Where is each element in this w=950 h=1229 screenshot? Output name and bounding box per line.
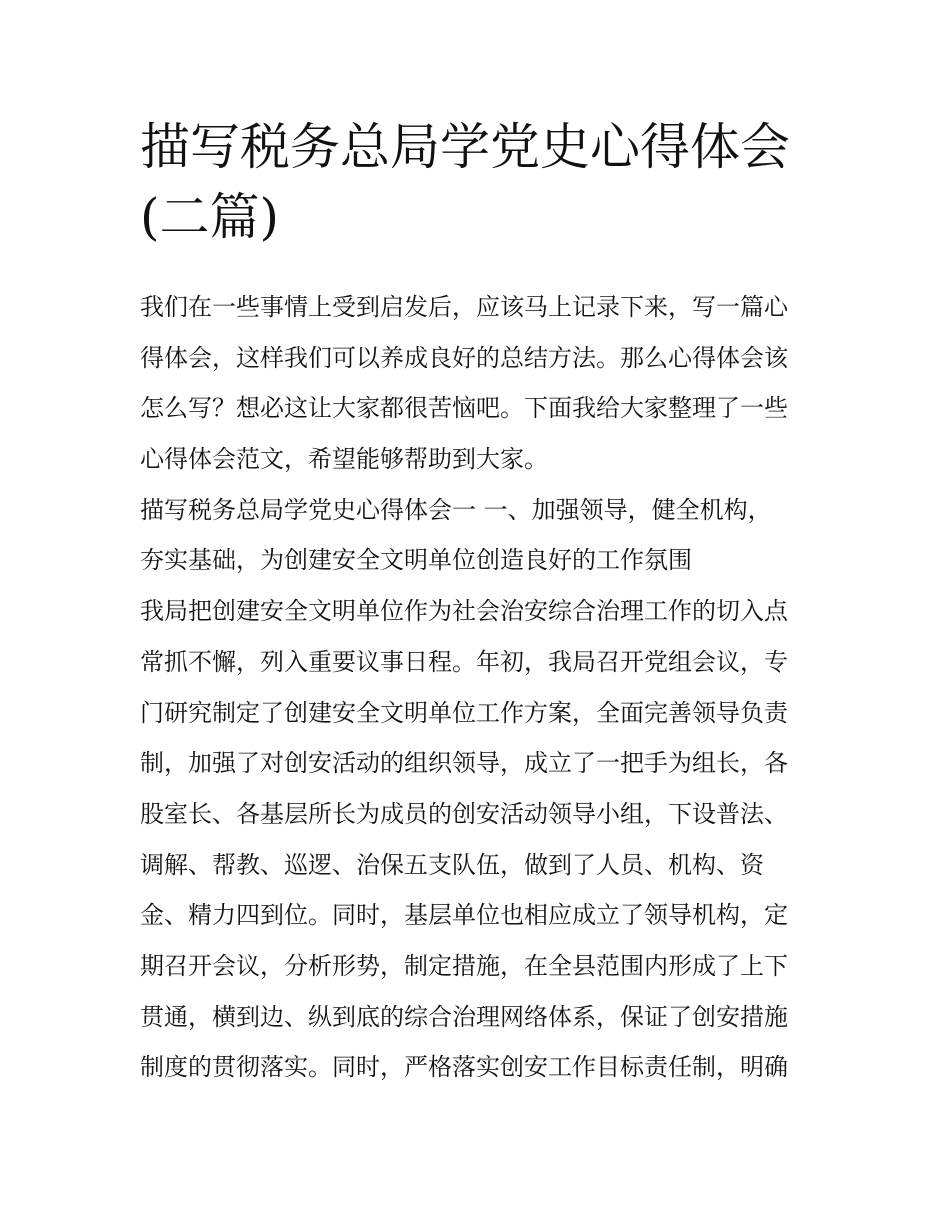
body-line-16: 制度的贯彻落实。同时，严格落实创安工作目标责任制，明确 [140,1053,788,1082]
body-line-14: 期召开会议，分析形势，制定措施，在全县范围内形成了上下 [140,951,788,980]
body-line-8: 常抓不懈，列入重要议事日程。年初，我局召开党组会议，专 [140,647,788,676]
body-line-13: 金、精力四到位。同时，基层单位也相应成立了领导机构，定 [140,901,788,930]
body-line-12: 调解、帮教、巡逻、治保五支队伍，做到了人员、机构、资 [140,850,764,879]
body-line-4: 心得体会范文，希望能够帮助到大家。 [140,445,548,474]
document-body [140,282,820,1093]
document-title [140,112,820,252]
body-line-3: 怎么写？想必这让大家都很苦恼吧。下面我给大家整理了一些 [140,394,788,423]
body-line-1: 我们在一些事情上受到启发后，应该马上记录下来，写一篇心 [140,293,788,321]
body-line-6: 夯实基础，为创建安全文明单位创造良好的工作氛围 [140,546,692,575]
title-line-1: 描写税务总局学党史心得体会 [140,118,790,176]
body-line-5: 描写税务总局学党史心得体会一 一、加强领导，健全机构， [140,495,772,524]
body-line-2: 得体会，这样我们可以养成良好的总结方法。那么心得体会该 [140,343,788,372]
title-line-2: (二篇) [140,188,280,246]
body-line-9: 门研究制定了创建安全文明单位工作方案，全面完善领导负责 [140,698,788,727]
body-line-15: 贯通，横到边、纵到底的综合治理网络体系，保证了创安措施 [140,1002,788,1031]
body-line-11: 股室长、各基层所长为成员的创安活动领导小组，下设普法、 [140,799,788,828]
body-line-10: 制，加强了对创安活动的组织领导，成立了一把手为组长，各 [140,749,788,778]
body-line-7: 我局把创建安全文明单位作为社会治安综合治理工作的切入点 [140,597,788,626]
